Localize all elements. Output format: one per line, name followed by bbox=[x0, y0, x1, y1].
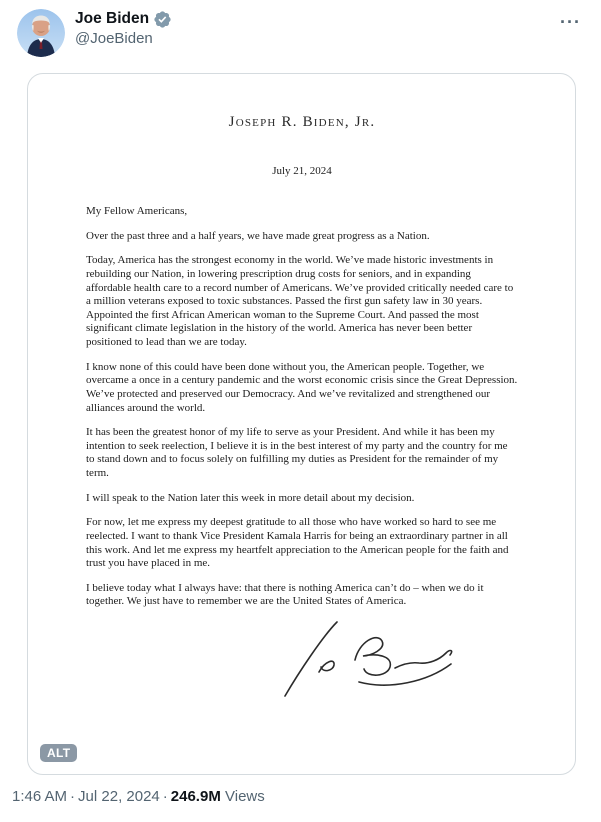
author-name[interactable]: Joe Biden bbox=[75, 10, 150, 27]
letter-body bbox=[86, 205, 518, 609]
tweet-meta bbox=[12, 788, 265, 805]
verified-badge-icon bbox=[153, 10, 172, 29]
timestamp-time: 1:46 AM bbox=[12, 788, 68, 805]
letter-date: July 21, 2024 bbox=[272, 165, 332, 177]
letter-paragraph: For now, let me express my deepest gratitude to all those who have worked so hard to see me reelected. I want to thank Vice President Kamala Harris for being an extraordinary partner in all this work. And let me express my heartfelt appreciation to the American people for the faith and trust you have placed in me. bbox=[86, 516, 509, 570]
letter-paragraph: Today, America has the strongest economy in the world. We’ve made historic investments in rebuilding our Nation, in lowering prescription drug costs for seniors, and in expanding affordable health care to a record number of Americans. We’ve provided critically needed care to a million veterans exposed to toxic substances. Passed the first gun safety law in 30 years. Appointed the first African American woman to the Supreme Court. And passed the most significant climate legislation in the history of the world. America has never been better positioned to lead than we are today. bbox=[86, 254, 514, 348]
views-label: Views bbox=[225, 788, 265, 805]
alt-badge[interactable]: ALT bbox=[40, 744, 77, 762]
letter-paragraph: I believe today what I always have: that there is nothing America can’t do – when we do it together. We just have to remember we are the United States of America. bbox=[86, 581, 484, 608]
letter-paragraph: Over the past three and a half years, we have made great progress as a Nation. bbox=[86, 229, 430, 242]
avatar-photo bbox=[17, 9, 65, 57]
signature-scrawl bbox=[271, 620, 461, 698]
letterhead: Joseph R. Biden, Jr. bbox=[228, 114, 376, 130]
letter-document bbox=[28, 74, 575, 698]
tweet-header bbox=[0, 0, 601, 64]
letter-paragraph: It has been the greatest honor of my life to serve as your President. And while it has been my intention to seek reelection, I believe it is in the best interest of my party and the country for me to stand down and to focus solely on fulfilling my duties as President for the remainder of my term. bbox=[86, 426, 508, 479]
avatar[interactable] bbox=[17, 9, 65, 57]
letter-paragraph: My Fellow Americans, bbox=[86, 205, 188, 217]
timestamp-date: Jul 22, 2024 bbox=[78, 788, 160, 805]
author-handle[interactable]: @JoeBiden bbox=[75, 30, 153, 47]
letter-paragraph: I know none of this could have been done without you, the American people. Together, we overcame a once in a century pandemic and the worst economic crisis since the Great Depression. We’ve protected and preserved our Democracy. And we’ve revitalized and strengthened our alliances around the world. bbox=[86, 360, 518, 414]
meta-separator: · bbox=[70, 788, 76, 805]
author-block bbox=[75, 9, 554, 47]
views-count: 246.9M bbox=[170, 788, 221, 805]
letter-paragraph: I will speak to the Nation later this week in more detail about my decision. bbox=[86, 491, 415, 504]
meta-separator: · bbox=[162, 788, 168, 805]
tweet-image-letter[interactable] bbox=[27, 73, 576, 775]
signature bbox=[271, 620, 461, 698]
more-menu-icon[interactable]: ··· bbox=[560, 12, 581, 32]
